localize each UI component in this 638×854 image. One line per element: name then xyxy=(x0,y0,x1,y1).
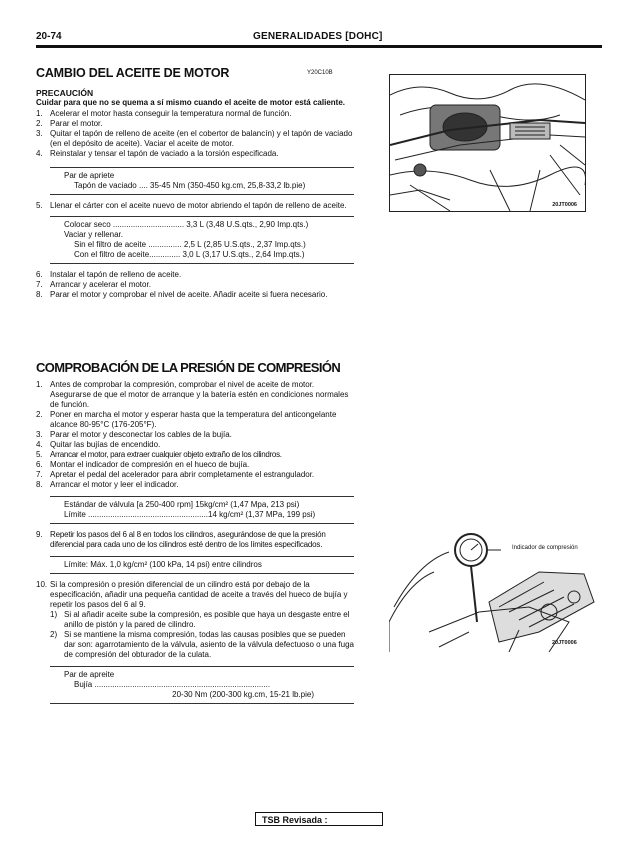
differential-limit-box xyxy=(50,556,354,574)
compression-standard: Estándar de válvula [a 250-400 rpm] 15kg/cm² (1,47 Mpa, 213 psi) xyxy=(64,500,300,509)
engine-illustration xyxy=(390,75,585,211)
list-item: 2. Poner en marcha el motor y esperar hasta que la temperatura del anticongelante alcance 80-95°C (176-205°F). xyxy=(36,410,337,429)
oil-change-title: CAMBIO DEL ACEITE DE MOTOR xyxy=(36,66,230,80)
compression-gauge-figure xyxy=(389,512,599,652)
list-item: 1. Antes de comprobar la compresión, comprobar el nivel de aceite de motor. Asegurarse de que el motor de arranque y la batería estén en condiciones normales de función. xyxy=(36,380,349,409)
list-item: 10. Si la compresión o presión diferencial de un cilindro está por debajo de la especificación, añadir una pequeña cantidad de aceite a través del hueco de bujía y repetir los pasos del 6 al 9. xyxy=(36,580,348,609)
section-code: Y20C10B xyxy=(307,70,333,76)
compression-section xyxy=(36,360,354,704)
list-item: 3. Parar el motor y desconectar los cables de la bujía. xyxy=(36,430,232,439)
compression-steps-1-8 xyxy=(36,380,354,490)
page-number: 20-74 xyxy=(36,31,62,42)
compression-limit: Límite ......................................................14 kg/cm² (1,37 MPa, 199 psi) xyxy=(64,510,316,519)
tsb-revision-box: TSB Revisada : xyxy=(255,812,383,826)
list-item: 4. Reinstalar y tensar el tapón de vaciado a la torsión especificada. xyxy=(36,149,279,158)
oil-steps-6-8 xyxy=(36,270,354,300)
list-item: 8. Arrancar el motor y leer el indicador. xyxy=(36,480,179,489)
plug-torque-box xyxy=(50,666,354,704)
list-item: 4. Quitar las bujías de encendido. xyxy=(36,440,161,449)
torque-drain-plug: Tapón de vaciado .... 35-45 Nm (350-450 kg.cm, 25,8-33,2 lb.pie) xyxy=(74,181,306,190)
capacity-refill: Vaciar y rellenar. xyxy=(64,230,123,239)
torque-title: Par de apriete xyxy=(64,171,115,180)
list-item: 2. Parar el motor. xyxy=(36,119,103,128)
compression-spec-box xyxy=(50,496,354,524)
sub-list-item: 2) Si se mantiene la misma compresión, todas las causas posibles que se pueden dar son: agarrotamiento de la válvula, asiento de la válvula defectuoso o una fuga de compresión del obturador de la culata. xyxy=(50,630,354,659)
capacity-spec-box xyxy=(50,216,354,264)
list-item: 5. Llenar el cárter con el aceite nuevo de motor abriendo el tapón de relleno de aceite. xyxy=(36,201,347,210)
list-item: 1. Acelerar el motor hasta conseguir la temperatura normal de función. xyxy=(36,109,292,118)
list-item: 7. Apretar el pedal del acelerador para abrir completamente el estrangulador. xyxy=(36,470,315,479)
compression-title: COMPROBACIÓN DE LA PRESIÓN DE COMPRESIÓN xyxy=(36,360,341,375)
list-item: 7. Arrancar y acelerar el motor. xyxy=(36,280,151,289)
differential-limit: Límite: Máx. 1,0 kg/cm² (100 kPa, 14 psi) entre cilindros xyxy=(64,560,262,569)
list-item: 6. Montar el indicador de compresión en el hueco de bujía. xyxy=(36,460,250,469)
torque-spec-box xyxy=(50,167,354,195)
list-item: 6. Instalar el tapón de relleno de aceite. xyxy=(36,270,182,279)
oil-steps-1-4 xyxy=(36,109,354,159)
capacity-dry: Colocar seco ................................ 3,3 L (3,48 U.S.qts., 2,90 Imp.qts.) xyxy=(64,220,309,229)
caution-title: PRECAUCIÓN xyxy=(36,88,94,98)
list-item: 8. Parar el motor y comprobar el nivel de aceite. Añadir aceite si fuera necesario. xyxy=(36,290,328,299)
plug-torque-value: 20-30 Nm (200-300 kg.cm, 15-21 lb.pie) xyxy=(172,690,314,699)
caution-text: Cuidar para que no se quema a sí mismo cuando el aceite de motor está caliente. xyxy=(36,98,345,107)
engine-oil-figure xyxy=(389,74,586,212)
gauge-illustration xyxy=(389,512,599,652)
plug-torque-title: Par de apreite xyxy=(64,670,115,679)
list-item: 5. Arrancar el motor, para extraer cualquier objeto extraño de los cilindros. xyxy=(36,450,282,459)
list-item: 9. Repetir los pasos del 6 al 8 en todos los cilindros, asegurándose de que la presión diferencial para cada uno de los cilindros esté dentro de los límites especificados. xyxy=(36,530,326,549)
figure-id: 20JT0006 xyxy=(552,640,577,646)
figure-id: 20JT0006 xyxy=(552,202,577,208)
plug-torque-item: Bujía ............................................................................... xyxy=(74,680,271,689)
gauge-label: Indicador de compresión xyxy=(512,545,578,551)
capacity-no-filter: Sin el filtro de aceite ............... 2,5 L (2,85 U.S.qts., 2,37 Imp.qts.) xyxy=(74,240,306,249)
sub-list-item: 1) Si al añadir aceite sube la compresión, es posible que haya un desgaste entre el anillo de pistón y la pared de cilindro. xyxy=(50,610,350,629)
section-title: GENERALIDADES [DOHC] xyxy=(253,31,383,42)
capacity-with-filter: Con el filtro de aceite.............. 3,0 L (3,17 U.S.qts., 2,64 Imp.qts.) xyxy=(74,250,305,259)
list-item: 3. Quitar el tapón de relleno de aceite (en el cobertor de balancín) y el tapón de vaciado (en el depósito de aceite). Vaciar el aceite de motor. xyxy=(36,129,353,148)
oil-change-section xyxy=(36,66,354,300)
header-rule xyxy=(36,45,602,48)
